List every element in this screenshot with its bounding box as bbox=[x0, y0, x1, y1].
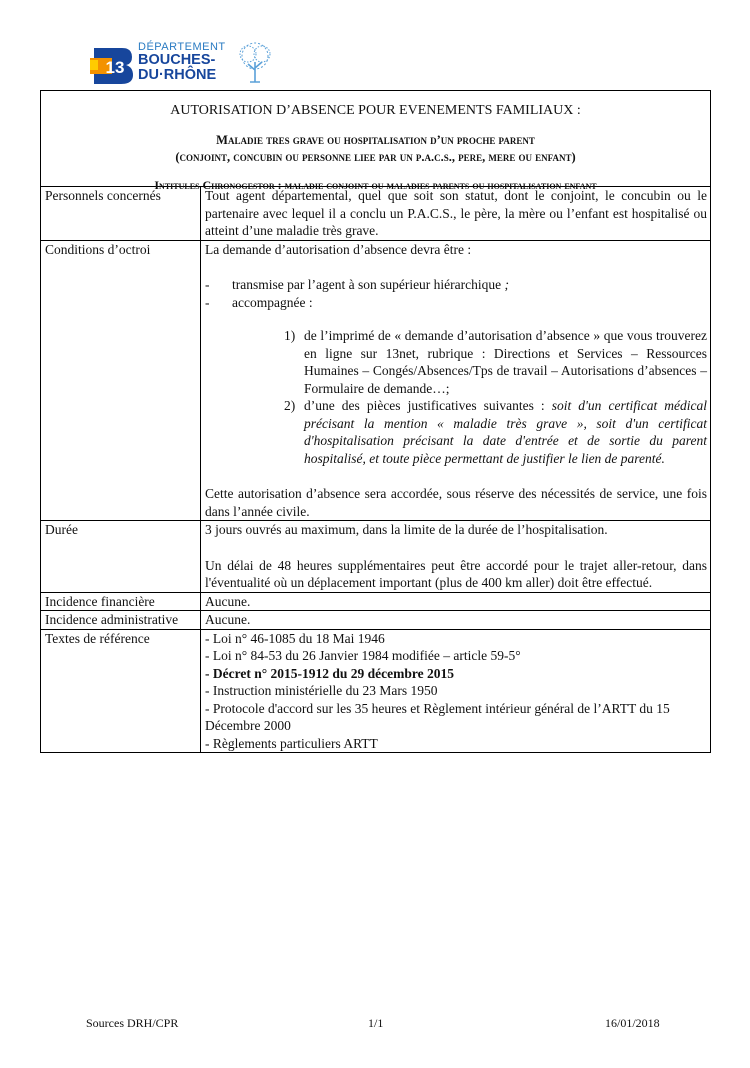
subtitle-line2: (conjoint, concubin ou personne liee par un p.a.c.s., pere, mere ou enfant) bbox=[175, 150, 576, 164]
row-label: Incidence financière bbox=[41, 592, 201, 611]
table-row bbox=[41, 240, 710, 521]
reference-item: - Loi n° 84-53 du 26 Janvier 1984 modifiée – article 59-5° bbox=[205, 648, 521, 663]
row-value: Aucune. bbox=[201, 592, 711, 611]
item-number: 2) bbox=[284, 398, 296, 413]
table-row bbox=[41, 611, 710, 630]
logo-emblem-icon bbox=[88, 44, 136, 86]
logo-tree-icon bbox=[234, 42, 276, 88]
form-header bbox=[41, 91, 710, 192]
chronogestor-line bbox=[41, 178, 710, 193]
list-bullet: - bbox=[205, 294, 210, 310]
reference-item: - Loi n° 46-1085 du 18 Mai 1946 bbox=[205, 630, 385, 646]
duree-text2: Un délai de 48 heures supplémentaires peut être accordé pour le trajet aller-retour, dans l'éventualité où un déplacement important (plus de 400 km aller) doit être effectué. bbox=[205, 557, 707, 590]
numbered-item bbox=[205, 327, 707, 397]
list-item-end: ; bbox=[504, 277, 510, 292]
list-bullet: - bbox=[205, 277, 210, 292]
row-value bbox=[201, 240, 711, 521]
row-label: Durée bbox=[41, 521, 201, 593]
logo-emblem-letter: 13 bbox=[105, 58, 125, 77]
conditions-table bbox=[41, 187, 710, 752]
reference-item: - Décret n° 2015-1912 du 29 décembre 2015 bbox=[205, 665, 454, 681]
logo-wordmark bbox=[138, 42, 226, 83]
department-logo bbox=[88, 42, 288, 90]
list-item-text: transmise par l’agent à son supérieur hiérarchique bbox=[232, 277, 502, 292]
item-number: 1) bbox=[284, 328, 296, 343]
table-row bbox=[41, 592, 710, 611]
form-frame bbox=[40, 90, 711, 753]
numbered-item-text: d’une des pièces justificatives suivantes : bbox=[304, 398, 545, 413]
reference-item: - Instruction ministérielle du 23 Mars 1950 bbox=[205, 683, 438, 698]
conditions-intro: La demande d’autorisation d’absence devra être : bbox=[205, 241, 472, 257]
row-label: Personnels concernés bbox=[41, 187, 201, 240]
subtitle-line1: Maladie tres grave ou hospitalisation d’un proche parent bbox=[216, 133, 535, 147]
list-item-text: accompagnée : bbox=[232, 294, 313, 310]
list-item bbox=[205, 276, 707, 294]
numbered-item bbox=[205, 397, 707, 467]
page-title: AUTORISATION D’ABSENCE POUR EVENEMENTS FAMILIAUX : bbox=[170, 103, 581, 118]
footer-date: 16/01/2018 bbox=[605, 1016, 660, 1030]
logo-line1: DÉPARTEMENT bbox=[138, 41, 226, 53]
footer-source: Sources DRH/CPR bbox=[86, 1016, 179, 1030]
numbered-item-text: de l’imprimé de « demande d’autorisation d’absence » que vous trouverez en ligne sur 13net, rubrique : Directions et Services – Ressources Humaines – Congés/Absences/Tps de travail – Autorisations d’absences – Formulaire de demande…; bbox=[304, 328, 707, 396]
numbered-item-italic: soit d'un certificat médical précisant la mention « maladie très grave », soit d'un certificat d'hospitalisation précisant la date d'entrée et de sortie du parent hospitalisé, et toute pièce permettant de justifier le lien de parenté. bbox=[304, 398, 707, 466]
conditions-closing: Cette autorisation d’absence sera accordée, sous réserve des nécessités de service, une fois dans l’année civile. bbox=[205, 486, 707, 519]
reference-item: - Protocole d'accord sur les 35 heures et Règlement intérieur général de l’ARTT du 15 Décembre 2000 bbox=[205, 700, 670, 733]
reference-item: - Règlements particuliers ARTT bbox=[205, 735, 378, 751]
chronogestor-label: Intitules Chronogestor : bbox=[154, 178, 282, 192]
row-value bbox=[201, 521, 711, 593]
row-label: Conditions d’octroi bbox=[41, 240, 201, 521]
list-item bbox=[205, 294, 707, 312]
chronogestor-value: maladie conjoint ou maladies parents ou hospitalisation enfant bbox=[284, 178, 597, 192]
logo-line3: DU·RHÔNE bbox=[138, 67, 217, 83]
footer-page: 1/1 bbox=[368, 1016, 384, 1030]
duree-text1: 3 jours ouvrés au maximum, dans la limite de la durée de l’hospitalisation. bbox=[205, 522, 608, 537]
row-label: Textes de référence bbox=[41, 629, 201, 752]
row-value bbox=[201, 629, 711, 752]
logo-line2: BOUCHES- bbox=[138, 52, 216, 68]
table-row bbox=[41, 629, 710, 752]
row-value: Aucune. bbox=[201, 611, 711, 630]
row-label: Incidence administrative bbox=[41, 611, 201, 630]
table-row bbox=[41, 521, 710, 593]
row-value: Tout agent départemental, quel que soit son statut, dont le conjoint, le concubin ou le partenaire avec lequel il a conclu un P.A.C.S., le père, la mère ou l’enfant est hospitalisé ou atteint d’une maladie très grave. bbox=[205, 188, 707, 238]
table-row bbox=[41, 187, 710, 240]
